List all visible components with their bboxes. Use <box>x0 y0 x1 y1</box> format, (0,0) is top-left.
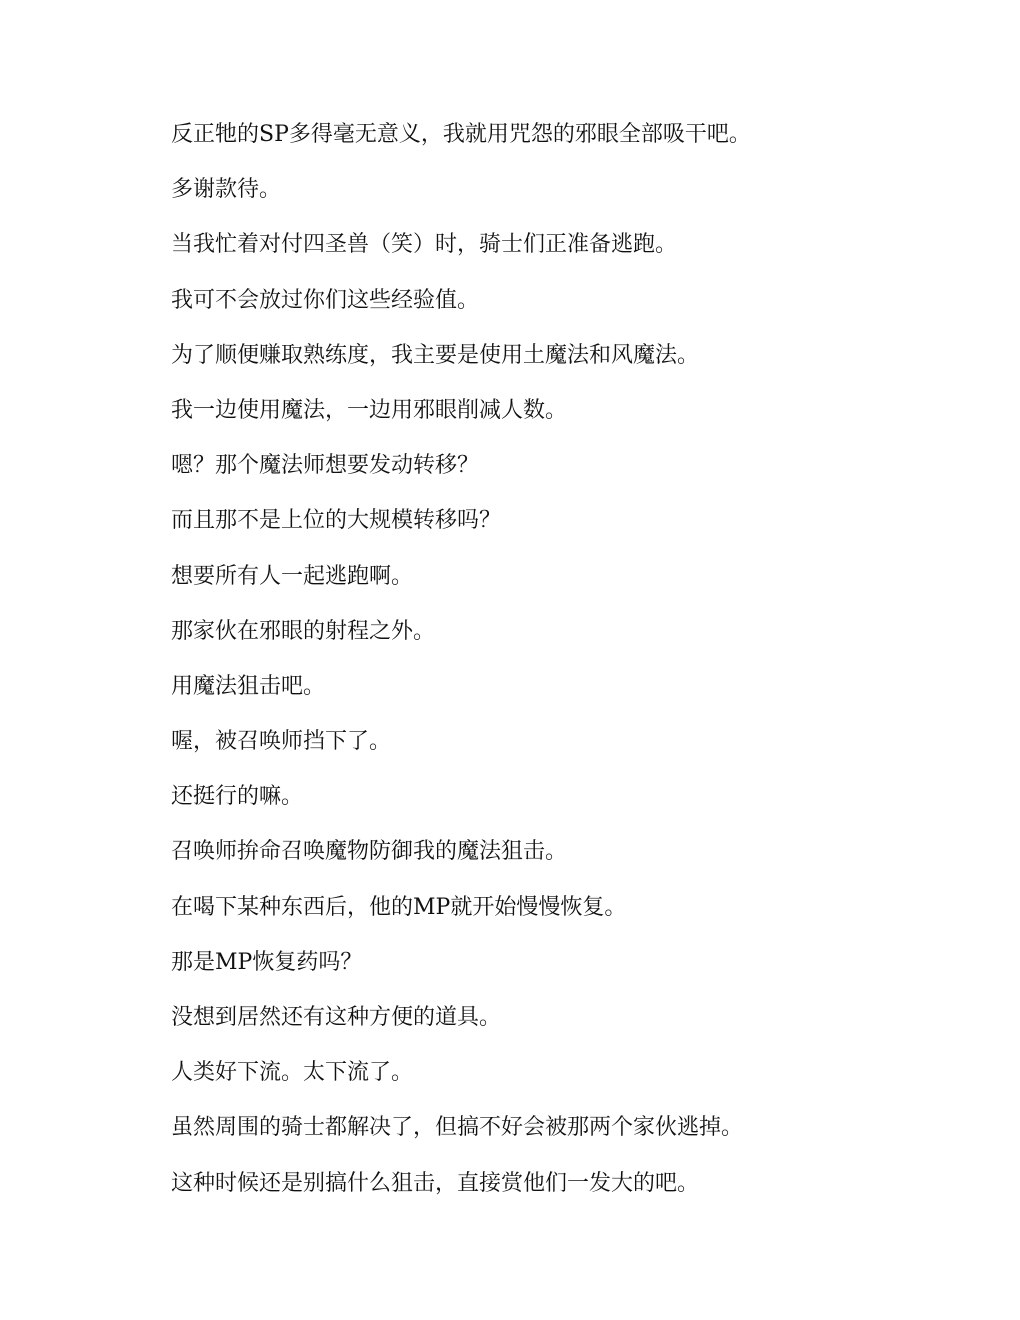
paragraph: 虽然周围的骑士都解决了，但搞不好会被那两个家伙逃掉。 <box>171 1115 744 1141</box>
paragraph: 召唤师拚命召唤魔物防御我的魔法狙击。 <box>171 839 568 865</box>
paragraph: 这种时候还是别搞什么狙击，直接赏他们一发大的吧。 <box>171 1170 700 1196</box>
paragraph: 为了顺便赚取熟练度，我主要是使用土魔法和风魔法。 <box>171 342 700 368</box>
paragraph: 那是MP恢复药吗？ <box>171 949 363 975</box>
paragraph: 没想到居然还有这种方便的道具。 <box>171 1005 502 1030</box>
paragraph: 嗯？那个魔法师想要发动转移？ <box>171 453 480 479</box>
paragraph: 那家伙在邪眼的射程之外。 <box>171 618 436 644</box>
paragraph: 人类好下流。太下流了。 <box>171 1060 414 1086</box>
paragraph: 我可不会放过你们这些经验值。 <box>171 287 480 313</box>
paragraph: 我一边使用魔法，一边用邪眼削减人数。 <box>171 397 568 423</box>
body-text <box>171 118 931 1222</box>
paragraph: 而且那不是上位的大规模转移吗？ <box>171 508 502 534</box>
paragraph: 想要所有人一起逃跑啊。 <box>171 563 414 589</box>
paragraph: 在喝下某种东西后，他的MP就开始慢慢恢复。 <box>171 894 627 920</box>
paragraph: 反正牠的SP多得毫无意义，我就用咒怨的邪眼全部吸干吧。 <box>171 122 751 147</box>
paragraph: 喔，被召唤师挡下了。 <box>171 729 392 755</box>
paragraph: 多谢款待。 <box>171 177 282 203</box>
paragraph: 还挺行的嘛。 <box>171 784 304 810</box>
paragraph: 当我忙着对付四圣兽（笑）时，骑士们正准备逃跑。 <box>171 232 678 258</box>
paragraph: 用魔法狙击吧。 <box>171 673 326 699</box>
